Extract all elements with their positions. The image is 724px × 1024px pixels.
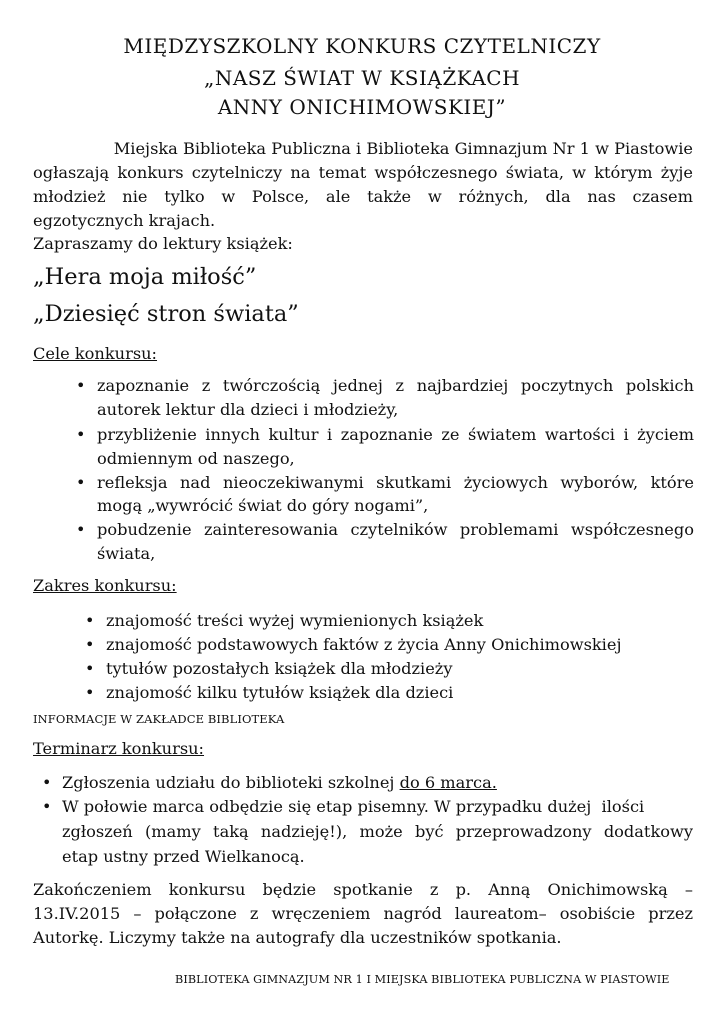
bullet-icon: • (76, 376, 86, 395)
cele-item-1-line-1: zapoznanie z twórczością jednej z najbardziej poczytnych polskich (97, 376, 694, 395)
zakres-item-3: tytułów pozostałych książek dla młodzieży (106, 659, 453, 678)
cele-item-1-line-2: autorek lektur dla dzieci i młodzieży, (97, 400, 399, 419)
bullet-icon: • (85, 611, 95, 630)
footer-text: BIBLIOTEKA GIMNAZJUM NR 1 I MIEJSKA BIBLIOTEKA PUBLICZNA W PIASTOWIE (175, 973, 670, 986)
bullet-icon: • (85, 635, 95, 654)
title-line-1: MIĘDZYSZKOLNY KONKURS CZYTELNICZY (123, 34, 601, 58)
closing-line-3: Autorkę. Liczymy także na autografy dla uczestników spotkania. (33, 928, 562, 947)
intro-line-5: Zapraszamy do lektury książek: (33, 234, 293, 253)
terminarz-item-1 (62, 771, 497, 794)
closing-line-2: 13.IV.2015 – połączone z wręczeniem nagród laureatom– osobiście przez (33, 904, 693, 923)
title-line-3: ANNY ONICHIMOWSKIEJ” (217, 95, 507, 119)
bullet-icon: • (85, 683, 95, 702)
zakres-item-4: znajomość kilku tytułów książek dla dzieci (106, 683, 454, 702)
intro-line-3: młodzież nie tylko w Polsce, ale także w różnych, dla nas czasem (33, 187, 693, 206)
terminarz-item-1-text: Zgłoszenia udziału do biblioteki szkolnej (62, 773, 400, 792)
bullet-icon: • (76, 520, 86, 539)
closing-line-1: Zakończeniem konkursu będzie spotkanie z p. Anną Onichimowską – (33, 880, 693, 899)
terminarz-item-2-line-2: zgłoszeń (mamy taką nadzieję!), może być przeprowadzony dodatkowy (62, 822, 693, 841)
intro-line-4: egzotycznych krajach. (33, 211, 216, 230)
zakres-heading: Zakres konkursu: (33, 576, 177, 595)
bullet-icon: • (85, 659, 95, 678)
cele-item-3-line-1: refleksja nad nieoczekiwanymi skutkami życiowych wyborów, które (97, 473, 694, 492)
zakres-item-2: znajomość podstawowych faktów z życia Anny Onichimowskiej (106, 635, 622, 654)
book-title-1: „Hera moja miłość” (33, 264, 257, 290)
cele-item-2-line-1: przybliżenie innych kultur i zapoznanie ze światem wartości i życiem (97, 425, 694, 444)
title-line-2: „NASZ ŚWIAT W KSIĄŻKACH (203, 66, 521, 90)
terminarz-heading: Terminarz konkursu: (33, 739, 205, 758)
terminarz-item-2-line-3: etap ustny przed Wielkanocą. (62, 847, 305, 866)
cele-item-3-line-2: mogą „wywrócić świat do góry nogami”, (97, 496, 429, 515)
terminarz-deadline: do 6 marca. (399, 773, 497, 792)
terminarz-item-2-line-1: W połowie marca odbędzie się etap pisemny. W przypadku dużej ilości (62, 797, 645, 816)
bullet-icon: • (76, 425, 86, 444)
cele-item-4-line-1: pobudzenie zainteresowania czytelników problemami współczesnego (97, 520, 694, 539)
bullet-icon: • (42, 773, 52, 792)
cele-item-4-line-2: świata, (97, 544, 156, 563)
cele-item-2-line-2: odmiennym od naszego, (97, 449, 295, 468)
book-title-2: „Dziesięć stron świata” (33, 301, 299, 327)
bullet-icon: • (76, 473, 86, 492)
cele-heading: Cele konkursu: (33, 344, 158, 363)
intro-line-1: Miejska Biblioteka Publiczna i Biblioteka Gimnazjum Nr 1 w Piastowie (113, 139, 693, 158)
bullet-icon: • (42, 797, 52, 816)
info-note: INFORMACJE W ZAKŁADCE BIBLIOTEKA (33, 712, 285, 726)
zakres-item-1: znajomość treści wyżej wymienionych książek (106, 611, 484, 630)
intro-line-2: ogłaszają konkurs czytelniczy na temat współczesnego świata, w którym żyje (33, 163, 693, 182)
